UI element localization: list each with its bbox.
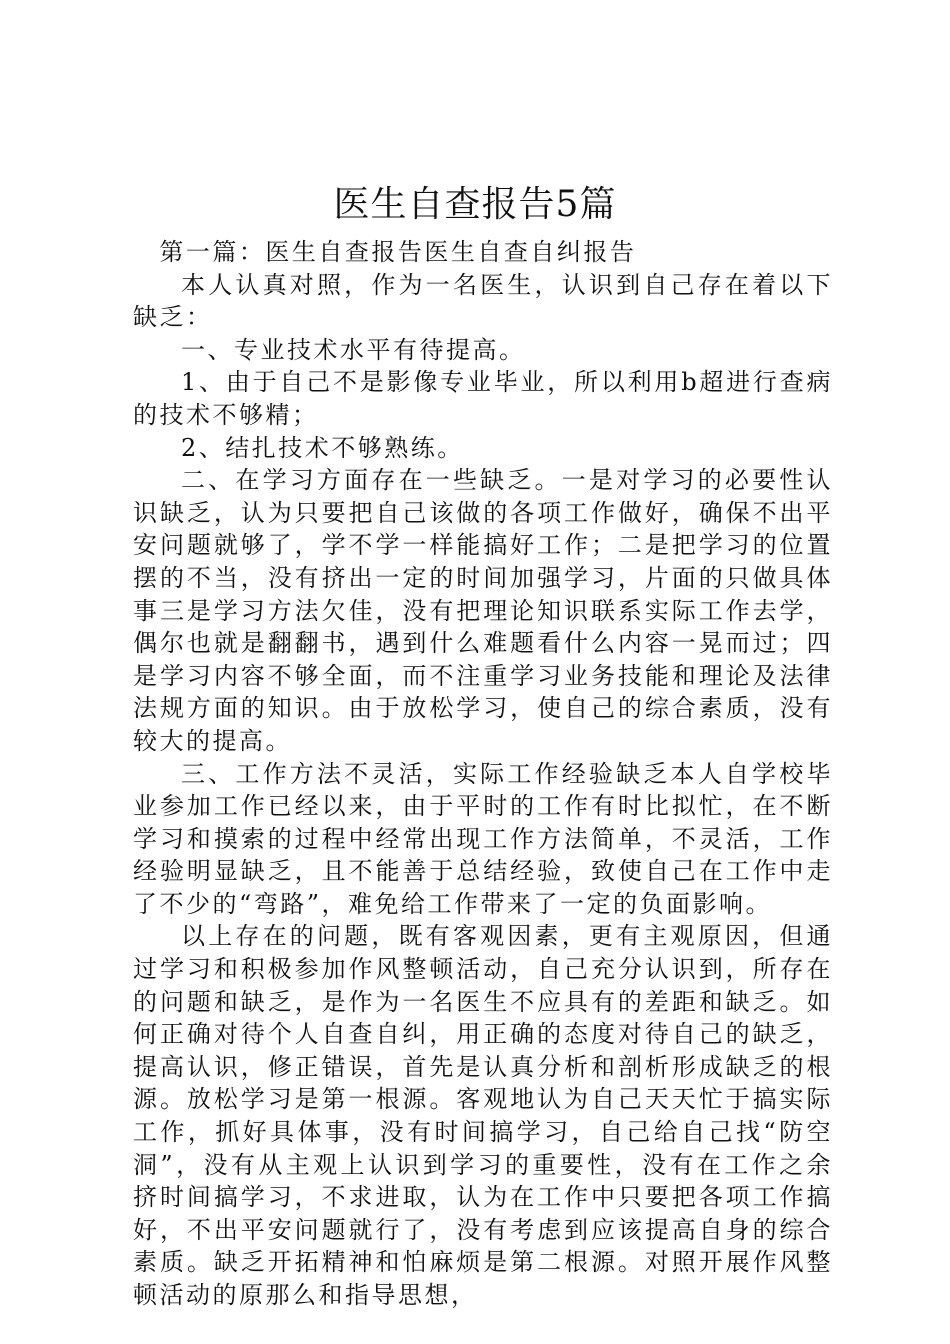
paragraph: 一、专业技术水平有待提高。	[181, 335, 526, 364]
paragraph: 二、在学习方面存在一些缺乏。一是对学习的必要性认识缺乏，认为只要把自己该做的各项工作做好，确保不出平安问题就够了，学不学一样能搞好工作；二是把学习的位置摆的不当，没有挤出一定的时间加强学习，片面的只做具体事三是学习方法欠佳，没有把理论知识联系实际工作去学，偶尔也就是翻翻书，遇到什么难题看什么内容一晃而过；四是学习内容不够全面，而不注重学习业务技能和理论及法律法规方面的知识。由于放松学习，使自己的综合素质，没有较大的提高。	[133, 466, 833, 755]
paragraph: 1、由于自己不是影像专业毕业，所以利用b超进行查病的技术不够精；	[133, 368, 833, 429]
section-heading: 第一篇：医生自查报告医生自查自纠报告	[159, 238, 637, 266]
paragraph: 三、工作方法不灵活，实际工作经验缺乏本人自学校毕业参加工作已经以来，由于平时的工作有时比拟忙，在不断学习和摸索的过程中经常出现工作方法简单，不灵活，工作经验明显缺乏，且不能善于总结经验，致使自己在工作中走了不少的“弯路”，难免给工作带来了一定的负面影响。	[133, 759, 833, 918]
document-title: 医生自查报告5篇	[333, 184, 617, 225]
document-body	[133, 236, 833, 1312]
paragraph: 以上存在的问题，既有客观因素，更有主观原因，但通过学习和积极参加作风整顿活动，自己充分认识到，所存在的问题和缺乏，是作为一名医生不应具有的差距和缺乏。如何正确对待个人自查自纠，用正确的态度对待自己的缺乏，提高认识，修正错误，首先是认真分析和剖析形成缺乏的根源。放松学习是第一根源。客观地认为自己天天忙于搞实际工作，抓好具体事，没有时间搞学习，自己给自己找“防空洞”，没有从主观上认识到学习的重要性，没有在工作之余挤时间搞学习，不求进取，认为在工作中只要把各项工作搞好，不出平安问题就行了，没有考虑到应该提高自身的综合素质。缺乏开拓精神和怕麻烦是第二根源。对照开展作风整顿活动的原那么和指导思想，	[133, 922, 833, 1309]
paragraph: 2、结扎技术不够熟练。	[181, 433, 464, 462]
paragraph: 本人认真对照，作为一名医生，认识到自己存在着以下缺乏：	[133, 270, 833, 332]
